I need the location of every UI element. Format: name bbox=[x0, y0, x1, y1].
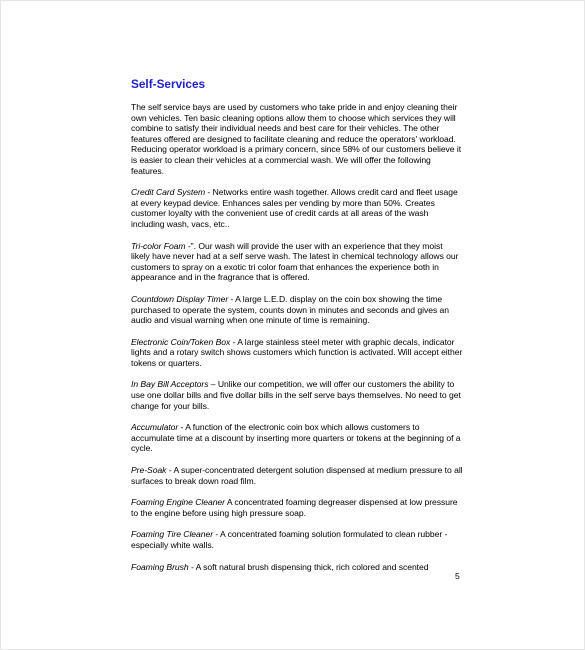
feature-name: Tri-color Foam bbox=[131, 240, 186, 251]
feature-text: - A function of the electronic coin box which allows customers to accumulate time at a discount by inserting more quarters or tokens at the beginning of a cycle. bbox=[131, 422, 461, 454]
feature-text: -". Our wash will provide the user with an experience that they moist likely have never had at a self serve wash. The latest in chemical technology allows our customers to spray on a exotic tri color foam that enhances the experience both in appearance and in the fragrance that is offered. bbox=[131, 240, 459, 283]
feature-name: Foaming Brush bbox=[131, 561, 189, 572]
feature-name: Foaming Tire Cleaner bbox=[131, 529, 214, 540]
feature-foaming-brush bbox=[131, 562, 463, 573]
feature-pre-soak bbox=[131, 465, 463, 486]
page-number: 5 bbox=[455, 571, 460, 581]
feature-countdown-display-timer bbox=[131, 294, 463, 326]
feature-text: – Unlike our competition, we will offer our customers the ability to use one dollar bills and five dollar bills in the self serve bays themselves. No need to get change for your bills. bbox=[131, 379, 461, 411]
feature-name: In Bay Bill Acceptors bbox=[131, 379, 209, 390]
feature-foaming-tire-cleaner bbox=[131, 529, 463, 550]
feature-name: Credit Card System bbox=[131, 187, 206, 198]
feature-name: Foaming Engine Cleaner bbox=[131, 497, 225, 508]
document-body bbox=[131, 77, 463, 583]
section-title: Self-Services bbox=[131, 77, 206, 91]
feature-name: Countdown Display Timer bbox=[131, 293, 229, 304]
feature-text: - A soft natural brush dispensing thick, rich colored and scented bbox=[188, 561, 429, 572]
feature-in-bay-bill-acceptors bbox=[131, 379, 463, 411]
feature-text: - Networks entire wash together. Allows credit card and fleet usage at every keypad device. Enhances sales per vending by more than 50%. Creates customer loyalty with the convenient use of credit cards at all areas of the wash including wash, vacs, etc.. bbox=[131, 187, 458, 229]
feature-tri-color-foam bbox=[131, 241, 463, 283]
feature-credit-card-system bbox=[131, 187, 463, 229]
feature-name: Electronic Coin/Token Box bbox=[131, 336, 231, 347]
intro-paragraph: The self service bays are used by customers who take pride in and enjoy cleaning their own vehicles. Ten basic cleaning options allow them to choose which services they will combine to satisfy their individual needs and best care for their vehicles. The other features offered are designed to facilitate cleaning and reduce the operators' workload. Reducing operator workload is a primary concern, since 58% of our customers believe it is easier to clean their vehicles at a commercial wash. We will offer the following features. bbox=[131, 102, 462, 176]
feature-accumulator bbox=[131, 422, 463, 454]
feature-name: Accumulator bbox=[131, 422, 179, 433]
feature-text: - A concentrated foaming solution formulated to clean rubber - especially white walls. bbox=[131, 529, 448, 550]
feature-text: - A large L.E.D. display on the coin box showing the time purchased to operate the system, counts down in minutes and seconds and gives an audio and visual warning when one minute of time is remaining. bbox=[131, 293, 449, 326]
feature-text: - A super-concentrated detergent solution dispensed at medium pressure to all surfaces to break down road film. bbox=[131, 465, 463, 486]
feature-text: A concentrated foaming degreaser dispensed at low pressure to the engine before using high pressure soap. bbox=[131, 497, 458, 518]
feature-electronic-coin-token-box bbox=[131, 337, 463, 369]
feature-foaming-engine-cleaner bbox=[131, 497, 463, 518]
feature-text: - A large stainless steel meter with graphic decals, indicator lights and a rotary switch shows customers which function is activated. Will accept either tokens or quarters. bbox=[131, 336, 463, 368]
feature-name: Pre-Soak bbox=[131, 465, 167, 476]
